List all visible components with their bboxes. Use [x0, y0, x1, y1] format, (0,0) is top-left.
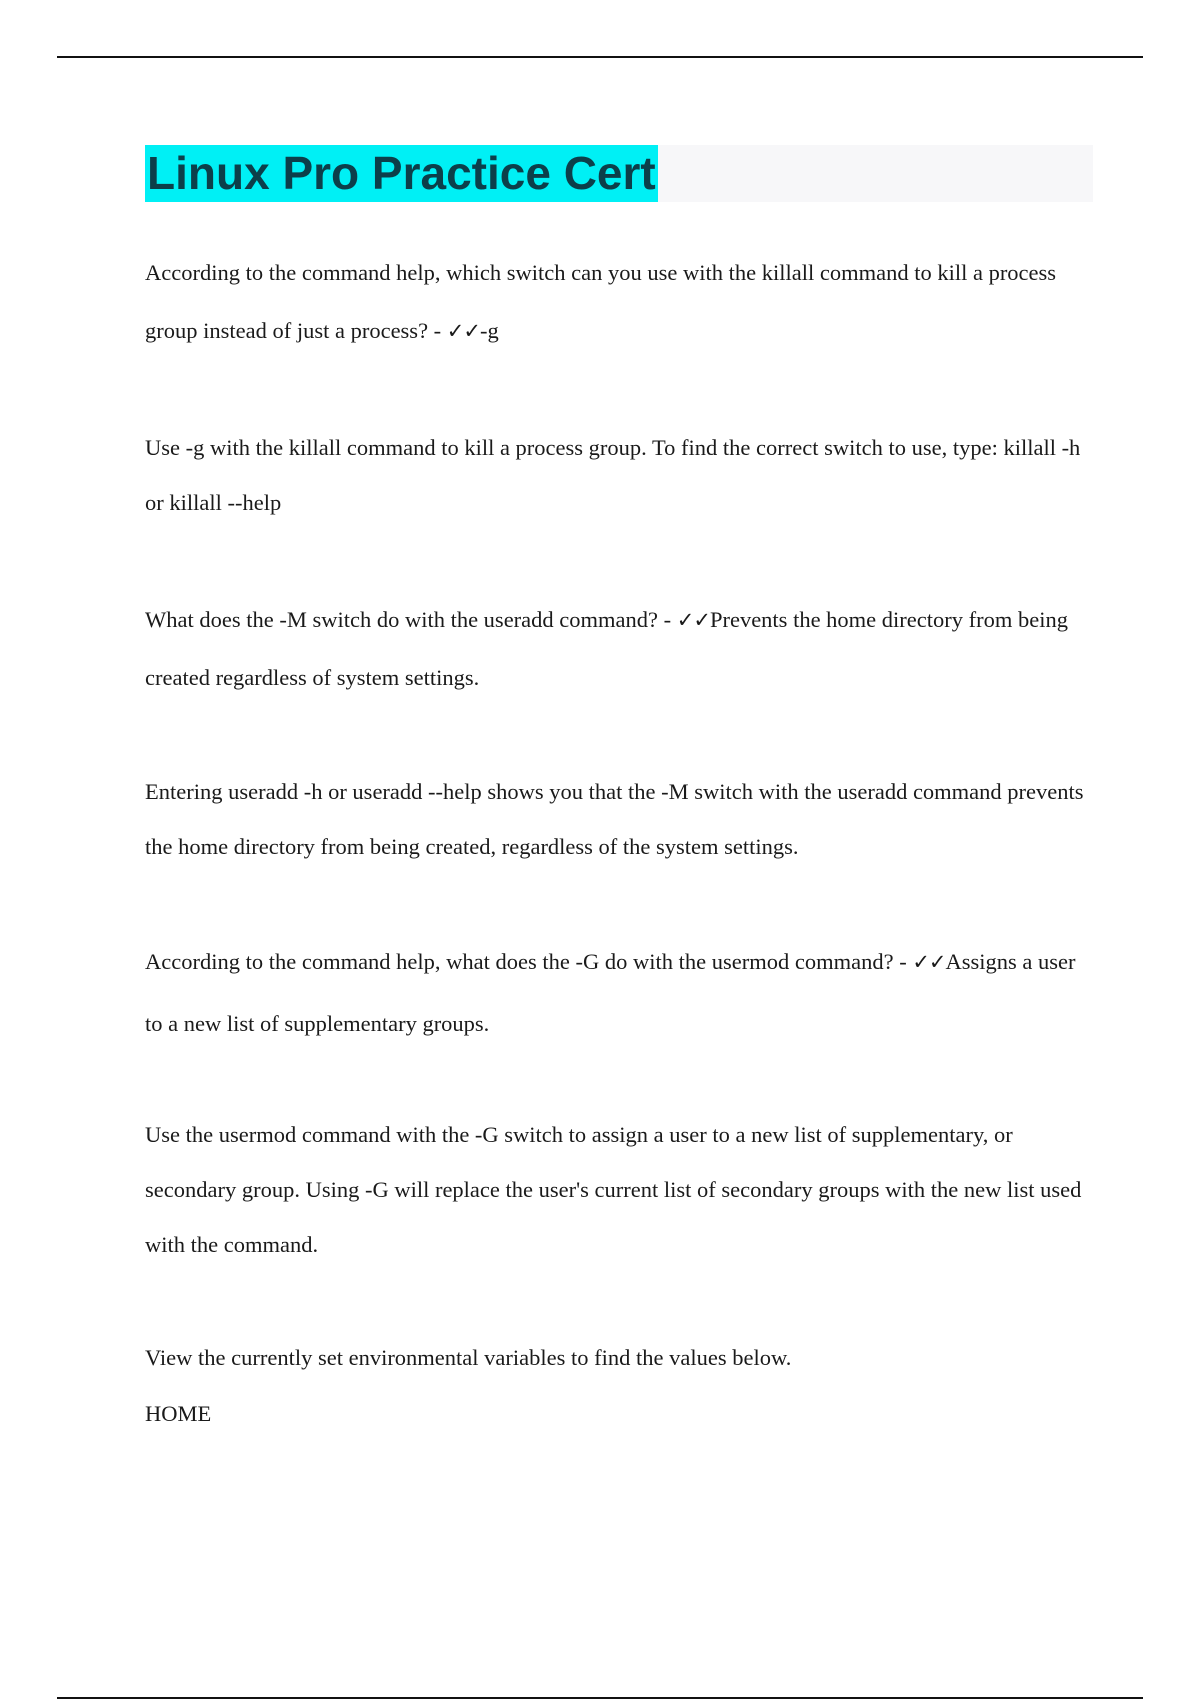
- explanation-3: Use the usermod command with the -G switch to assign a user to a new list of supplementary, or secondary group. Using -G will replace the user's current list of secondary groups with the new list used with the command.: [145, 1122, 1082, 1257]
- question-1: [145, 244, 1095, 360]
- bottom-rule: [57, 1697, 1143, 1699]
- question-2: [145, 591, 1095, 707]
- explanation-4: View the currently set environmental variables to find the values below.: [145, 1345, 792, 1370]
- question-3: [145, 931, 1095, 1054]
- question-1-text: According to the command help, which switch can you use with the killall command to kill a process group instead of just a process? -: [145, 260, 1057, 343]
- answer-2-text: Prevents the home directory from being created regardless of system settings.: [145, 607, 1068, 690]
- explanation-1: Use -g with the killall command to kill a process group. To find the correct switch to use, type: killall -h or killall --help: [145, 435, 1081, 515]
- answer-3-text: Assigns a user to a new list of supplementary groups.: [145, 949, 1076, 1036]
- checkmark-icon: ✓✓: [446, 319, 480, 343]
- answer-1-text: -g: [480, 318, 499, 343]
- checkmark-icon: ✓✓: [676, 608, 710, 632]
- explanation-2: Entering useradd -h or useradd --help shows you that the -M switch with the useradd command prevents the home directory from being created, regardless of the system settings.: [145, 779, 1084, 859]
- checkmark-icon: ✓✓: [912, 950, 946, 974]
- question-3-text: According to the command help, what does the -G do with the usermod command? -: [145, 949, 913, 974]
- question-2-text: What does the -M switch do with the useradd command? -: [145, 607, 677, 632]
- explanation-5: HOME: [145, 1401, 212, 1426]
- top-rule: [57, 56, 1143, 58]
- page-title: Linux Pro Practice Cert: [145, 145, 658, 202]
